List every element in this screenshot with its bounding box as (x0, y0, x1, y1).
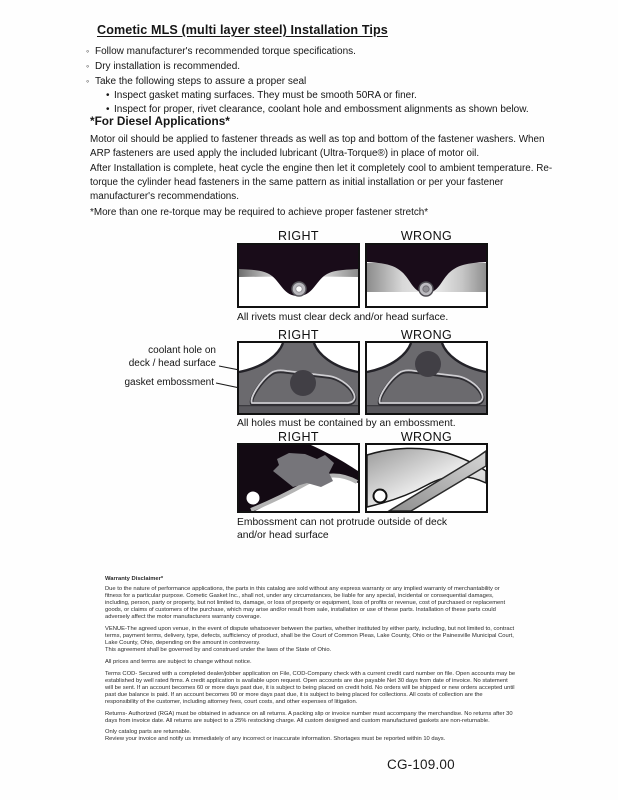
list-item (86, 59, 529, 74)
list-item (106, 89, 529, 103)
row2-right-label: RIGHT (278, 328, 319, 342)
diesel-paragraph-2: After Installation is complete, heat cycle the engine then let it completely cool to ambient temperature. Re-torque the cylinder head fasteners in the same pattern as initial installation or per your fastener manufacturer's recommendations. (90, 163, 553, 202)
page-title: Cometic MLS (multi layer steel) Installation Tips (97, 23, 388, 37)
row3-wrong-label: WRONG (400, 430, 453, 444)
legal-paragraph: Only catalog parts are returnable. Review your invoice and notify us immediately of any incorrect or inaccurate information. Shortages must be reported within 10 days. (105, 729, 446, 743)
gasket-embossment-label: gasket embossment (124, 377, 214, 388)
row1-right-label: RIGHT (278, 229, 319, 243)
legal-paragraph: Due to the nature of performance applications, the parts in this catalog are sold without any express warranty or any implied warranty of merchantability or fitness for a particular purpose. Cometic Gasket Inc., shall not, under any circumstances, be liable for any special, incidental or consequential damages, including, person, party or property, but not limited to, damage, or loss of property or equipment, loss of profits or revenue, cost of purchased or replacement goods, or claims of customers of the purchase, which may arise and/or result from sale, installation or use of these parts. Installation of these parts could adversely affect the motor manufacturers warranty coverage. (105, 586, 506, 621)
diesel-paragraph-3: *More than one re-torque may be required to achieve proper fastener stretch* (90, 207, 429, 218)
legal-paragraph: Terms COD- Secured with a completed dealer/jobber application on File, COD-Company check with a current credit card number on file. Open accounts may be established by well rated firms. A credit application is available upon request. Open accounts are due payable Net 30 days from date of invoice. No statement will be sent. If an account becomes 60 or more days past due, it is subject to being placed on credit hold. No orders will be shipped or new orders accepted until past due balance is paid. If an account becomes 90 or more days past due, it is subject to being placed for collections. All costs of collection are the responsibility of the customer, including attorney fees, court costs, and other expenses of litigation. (105, 670, 516, 705)
circle-bullet-icon: ◦ (86, 46, 90, 56)
legal-fine-print (105, 576, 517, 748)
coolant-hole (290, 370, 316, 396)
row2-caption: All holes must be contained by an embossment. (237, 418, 456, 429)
page-number: CG-109.00 (387, 757, 455, 772)
list-item-text: Dry installation is recommended. (95, 61, 241, 72)
row2-wrong-label: WRONG (400, 328, 453, 342)
deck-edge-band (239, 406, 358, 413)
protrusion-wrong-image (365, 443, 488, 513)
protrusion-right-image (237, 443, 360, 513)
installation-tips-list (86, 44, 529, 117)
row1-caption: All rivets must clear deck and/or head surface. (237, 312, 449, 323)
row1-wrong-label: WRONG (400, 229, 453, 243)
dot-bullet-icon: • (106, 104, 110, 115)
row3-right-label: RIGHT (278, 430, 319, 444)
bolt-hole (374, 490, 387, 503)
coolant-hole-label: coolant hole on deck / head surface (128, 345, 216, 369)
embossment-right-image (237, 341, 360, 415)
row3-caption: Embossment can not protrude outside of deck and/or head surface (237, 517, 448, 541)
list-item (86, 74, 529, 89)
list-item-text: Take the following steps to assure a proper seal (95, 76, 307, 87)
list-item-text: Inspect for proper, rivet clearance, coolant hole and embossment alignments as shown below. (114, 104, 529, 115)
legal-paragraph: All prices and terms are subject to change without notice. (105, 658, 252, 665)
list-item (86, 44, 529, 59)
embossment-wrong-image (365, 341, 488, 415)
circle-bullet-icon: ◦ (86, 61, 90, 71)
legal-paragraph: Returns- Authorized (RGA) must be obtained in advance on all returns. A packing slip or invoice number must accompany the merchandise. No returns after 30 days from invoice date. All returns are subject to a 25% restocking charge. All custom designed and custom manufactured gaskets are non-returnable. (105, 710, 513, 724)
circle-bullet-icon: ◦ (86, 76, 90, 86)
deck-edge-band (367, 406, 486, 413)
diesel-paragraph-1: Motor oil should be applied to fastener threads as well as top and bottom of the fastener washers. When ARP fasteners are used apply the included lubricant (Ultra-Torque®) in place of motor oil. (90, 134, 545, 159)
diesel-section-heading: *For Diesel Applications* (90, 114, 230, 128)
rivet-clearance-right-image (237, 243, 360, 308)
coolant-hole (415, 351, 441, 377)
list-item-text: Follow manufacturer's recommended torque specifications. (95, 46, 356, 57)
list-item-text: Inspect gasket mating surfaces. They must be smooth 50RA or finer. (114, 90, 417, 101)
bolt-hole (247, 492, 260, 505)
legal-paragraph: VENUE-The agreed upon venue, in the event of dispute whatsoever between the parties, whether instituted by either party, including, but not limited to, contract terms, payment terms, delivery, type, defects, sufficiency of product, shall be the Court of Common Pleas, Lake County, Ohio or the Painesville Municipal Court, Lake County, Ohio, depending on the amount in controversy. This agreement shall be governed by and construed under the laws of the State of Ohio. (105, 626, 515, 654)
dot-bullet-icon: • (106, 90, 110, 101)
rivet-clearance-wrong-image (365, 243, 488, 308)
warranty-disclaimer-heading: Warranty Disclaimer* (105, 576, 164, 582)
